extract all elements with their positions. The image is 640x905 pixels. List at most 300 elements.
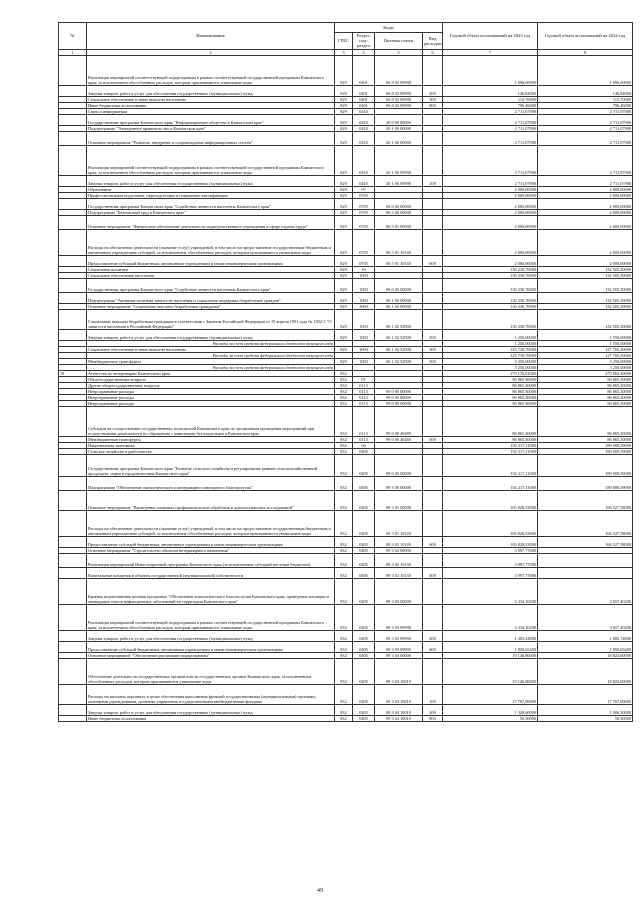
row-amount-2023: 86 865,30000	[443, 376, 538, 382]
row-number	[59, 641, 87, 652]
row-grbs: 832	[335, 630, 353, 641]
row-amount-2023: 1 483,44800	[443, 630, 538, 641]
row-amount-2023: 86 865,30000	[443, 382, 538, 388]
row-amount-2024: 2 711,07900	[538, 131, 633, 145]
row-grbs: 832	[335, 578, 353, 604]
row-amount-2024: 2 711,07900	[538, 108, 633, 114]
row-name: Подпрограмма "Обеспечение эпизоотического и ветеринарно-санитарного благополучия"	[87, 476, 335, 490]
row-target-article: 06 1 02 52900	[375, 309, 423, 329]
row-section: 0405	[353, 630, 375, 641]
row-amount-2023: 125 730,70000	[443, 352, 538, 358]
row-section: 0705	[353, 229, 375, 255]
row-grbs: 832	[335, 442, 353, 448]
row-amount-2024: 166 527,58000	[538, 510, 633, 536]
row-grbs: 832	[335, 715, 353, 721]
row-amount-2023: 3 334,10200	[443, 578, 538, 604]
table-body	[59, 55, 633, 721]
row-expense-type: 100	[423, 684, 443, 704]
row-section: 0705	[353, 198, 375, 209]
table-row	[59, 641, 633, 652]
row-expense-type: 600	[423, 255, 443, 266]
row-name: Подпрограмма "Активная политика занятости населения и социальная поддержка безработных граждан"	[87, 292, 335, 303]
row-target-article: 06 8 02 09990	[375, 85, 423, 96]
row-amount-2023: 2 000,00000	[443, 229, 538, 255]
row-amount-2023: 2 711,07900	[443, 175, 538, 186]
row-amount-2024: 1 550,00000	[538, 329, 633, 340]
row-section: 0705	[353, 192, 375, 198]
row-number	[59, 630, 87, 641]
row-expense-type	[423, 604, 443, 630]
row-section: 0405	[353, 448, 375, 454]
row-number	[59, 536, 87, 547]
row-number	[59, 329, 87, 340]
row-number	[59, 454, 87, 476]
row-grbs: 832	[335, 652, 353, 658]
row-name: Закупка товаров, работ и услуг для обеспечения государственных (муниципальных) нужд	[87, 704, 335, 715]
row-amount-2024: 3 250,00000	[538, 358, 633, 364]
row-amount-2023: 3 997,77000	[443, 553, 538, 567]
table-row	[59, 684, 633, 704]
row-expense-type	[423, 309, 443, 329]
header-grbs: ГРБС	[335, 33, 353, 50]
table-row	[59, 658, 633, 684]
row-number	[59, 510, 87, 536]
row-target-article: 20 1 06 00000	[375, 131, 423, 145]
row-expense-type: 200	[423, 329, 443, 340]
row-name: Субсидии на осуществление государственных полномочий Камчатского края по организации проведения мероприятий при осуществлении деятельности по обращению с животными без владельцев в Камчатском крае	[87, 406, 335, 436]
row-target-article: 09 3 04 10010	[375, 684, 423, 704]
row-amount-2023: 3 997,77000	[443, 567, 538, 578]
table-row	[59, 476, 633, 490]
row-target-article: 06 8 02 09990	[375, 55, 423, 85]
row-target-article: 20 1 06 09990	[375, 145, 423, 175]
row-amount-2024: 86 865,30000	[538, 394, 633, 400]
table-row	[59, 292, 633, 303]
row-amount-2023: 2 711,07900	[443, 108, 538, 114]
row-amount-2023: 1 096,00000	[443, 55, 538, 85]
table-row	[59, 309, 633, 329]
row-grbs: 829	[335, 266, 353, 272]
table-row	[59, 604, 633, 630]
header-row-1	[59, 23, 633, 33]
row-expense-type: 300	[423, 96, 443, 102]
row-number	[59, 715, 87, 721]
table-row	[59, 145, 633, 175]
row-section: 0113	[353, 394, 375, 400]
row-number	[59, 490, 87, 510]
row-grbs: 829	[335, 346, 353, 352]
row-section: 0405	[353, 704, 375, 715]
row-amount-2023: 3 334,10200	[443, 604, 538, 630]
row-target-article: 06 8 02 09990	[375, 96, 423, 102]
row-amount-2023: 146,84000	[443, 85, 538, 96]
row-expense-type	[423, 215, 443, 229]
row-section: 0705	[353, 255, 375, 266]
row-amount-2024: 112,70000	[538, 96, 633, 102]
row-expense-type	[423, 406, 443, 436]
header-section: Раздел, под-раздел	[353, 33, 375, 50]
row-amount-2024: 132 505,30000	[538, 266, 633, 272]
row-target-article: 06 5 01 00000	[375, 215, 423, 229]
row-target-article: 09 3 03 00000	[375, 578, 423, 604]
table-row	[59, 715, 633, 721]
table-row	[59, 553, 633, 567]
row-amount-2024: 86 865,30000	[538, 376, 633, 382]
page-number: 49	[317, 888, 323, 894]
row-number	[59, 406, 87, 436]
row-target-article: 09 3 03 09990	[375, 630, 423, 641]
row-target-article: 09 3 02 10130	[375, 553, 423, 567]
row-number	[59, 215, 87, 229]
row-amount-2024: 86 865,30000	[538, 382, 633, 388]
table-row	[59, 215, 633, 229]
row-amount-2023: 1 850,65400	[443, 641, 538, 652]
row-amount-2023: 50,30000	[443, 715, 538, 721]
row-section: 0113	[353, 400, 375, 406]
row-amount-2024: 2 000,00000	[538, 229, 633, 255]
row-target-article: 99 0 00 00000	[375, 388, 423, 394]
row-grbs: 832	[335, 684, 353, 704]
row-number	[59, 604, 87, 630]
row-section: 0113	[353, 436, 375, 442]
row-section: 0401	[353, 102, 375, 108]
row-section: 0410	[353, 125, 375, 131]
row-amount-2023: 17 767,00000	[443, 684, 538, 704]
row-number	[59, 476, 87, 490]
row-grbs: 829	[335, 145, 353, 175]
row-amount-2023: 2 000,00000	[443, 255, 538, 266]
row-amount-2024: 3 657,40200	[538, 578, 633, 604]
row-name: Социальное обеспечение и иные выплаты населению	[87, 346, 335, 352]
row-name: Социальное обеспечение и иные выплаты населению	[87, 96, 335, 102]
row-section: 1003	[353, 292, 375, 303]
row-amount-2024	[538, 553, 633, 567]
row-amount-2024: 796,46000	[538, 102, 633, 108]
row-section: 0113	[353, 382, 375, 388]
row-name: Государственная программа Камчатского края "Информационное общество в Камчатском крае"	[87, 114, 335, 125]
row-expense-type	[423, 476, 443, 490]
row-grbs: 832	[335, 658, 353, 684]
row-amount-2024: 166 527,58000	[538, 490, 633, 510]
row-expense-type: 300	[423, 346, 443, 352]
table-row	[59, 704, 633, 715]
row-name: Основное мероприятие "Финансовое обеспечение деятельности подведомственного учреждения в сфере охраны труда"	[87, 215, 335, 229]
row-number	[59, 114, 87, 125]
row-section: 0405	[353, 578, 375, 604]
header-index-cell: 6	[423, 49, 443, 55]
row-section: 0405	[353, 641, 375, 652]
row-grbs: 832	[335, 490, 353, 510]
row-target-article: 06 1 02 00000	[375, 303, 423, 309]
row-name: Закупка товаров, работ и услуг для обеспечения государственных (муниципальных) нужд	[87, 85, 335, 96]
table-row	[59, 175, 633, 186]
table-row	[59, 55, 633, 85]
row-number	[59, 578, 87, 604]
row-amount-2023: 192 217,11000	[443, 448, 538, 454]
row-expense-type	[423, 198, 443, 209]
row-target-article: 09 3 01 10140	[375, 536, 423, 547]
row-target-article: 20 1 06 09990	[375, 175, 423, 186]
row-name: Связь и информатика	[87, 108, 335, 114]
row-amount-2024: 2 000,00000	[538, 192, 633, 198]
row-name: Основное мероприятие "Социальные выплаты безработным гражданам"	[87, 303, 335, 309]
row-grbs: 829	[335, 96, 353, 102]
row-amount-2023: 2 000,00000	[443, 209, 538, 215]
row-name: Социальная политика	[87, 266, 335, 272]
row-name: Расходы за счет средств федерального бюджета текущего года	[87, 340, 335, 346]
row-grbs: 829	[335, 292, 353, 303]
row-name: Образование	[87, 186, 335, 192]
row-expense-type: 600	[423, 641, 443, 652]
row-amount-2023: 19 146,90000	[443, 652, 538, 658]
row-target-article: 99 0 00 00000	[375, 400, 423, 406]
table-row	[59, 567, 633, 578]
row-amount-2023: 796,46000	[443, 102, 538, 108]
header-year-2023: Годовой объем ассигнований на 2023 год	[443, 23, 538, 50]
row-number	[59, 309, 87, 329]
row-amount-2023: 2 711,07900	[443, 131, 538, 145]
header-target: Целевая статья	[375, 33, 423, 50]
row-amount-2024: 50,30000	[538, 715, 633, 721]
row-expense-type	[423, 292, 443, 303]
row-section: 0705	[353, 215, 375, 229]
row-name: Иные бюджетные ассигнования	[87, 715, 335, 721]
row-grbs: 829	[335, 85, 353, 96]
header-codes: Коды	[335, 23, 443, 33]
row-amount-2024: 2 000,00000	[538, 215, 633, 229]
row-grbs: 829	[335, 125, 353, 131]
row-amount-2023: 1 250,00000	[443, 329, 538, 340]
row-name: Закупка товаров, работ и услуг для обеспечения государственных (муниципальных) нужд	[87, 630, 335, 641]
row-target-article: 09 3 01 10140	[375, 510, 423, 536]
row-grbs: 832	[335, 704, 353, 715]
row-amount-2023: 3 250,00000	[443, 364, 538, 370]
row-target-article: 06 5 01 10140	[375, 229, 423, 255]
row-name: Расходы за счет средств федерального бюджета текущего года	[87, 352, 335, 358]
table-row	[59, 406, 633, 436]
row-expense-type	[423, 658, 443, 684]
row-grbs: 829	[335, 55, 353, 85]
row-name: Иные бюджетные ассигнования	[87, 102, 335, 108]
row-grbs: 829	[335, 186, 353, 192]
row-amount-2024: 18 823,60000	[538, 652, 633, 658]
row-amount-2024: 132 505,30000	[538, 303, 633, 309]
row-amount-2024	[538, 567, 633, 578]
row-amount-2024: 2 711,07900	[538, 125, 633, 131]
row-target-article: 09 0 00 00000	[375, 454, 423, 476]
row-name: Национальная экономика	[87, 442, 335, 448]
table-row	[59, 329, 633, 340]
budget-table-container	[58, 22, 632, 722]
table-row	[59, 490, 633, 510]
row-expense-type	[423, 145, 443, 175]
row-amount-2024: 189 008,59000	[538, 476, 633, 490]
row-amount-2024: 1 006,30000	[538, 704, 633, 715]
row-name: Подпрограмма "Безопасный труд в Камчатском крае"	[87, 209, 335, 215]
row-amount-2023: 130 230,70000	[443, 292, 538, 303]
row-target-article: 09 3 02 00000	[375, 547, 423, 553]
row-number	[59, 292, 87, 303]
row-amount-2024: 1 550,00000	[538, 340, 633, 346]
row-target-article: 09 3 03 09990	[375, 641, 423, 652]
row-number	[59, 704, 87, 715]
row-amount-2024: 132 505,30000	[538, 272, 633, 278]
row-name: Профессиональная подготовка, переподготовка и повышение квалификации	[87, 192, 335, 198]
row-amount-2024: 132 505,30000	[538, 292, 633, 303]
row-expense-type: 600	[423, 536, 443, 547]
row-grbs: 829	[335, 278, 353, 292]
row-target-article: 09 3 03 09990	[375, 604, 423, 630]
row-amount-2024: 189 008,59000	[538, 442, 633, 448]
row-amount-2023: 86 865,30000	[443, 436, 538, 442]
row-amount-2023: 3 250,00000	[443, 358, 538, 364]
table-row	[59, 255, 633, 266]
row-section: 0405	[353, 490, 375, 510]
row-amount-2024: 189 008,59000	[538, 454, 633, 476]
row-target-article: 06 5 00 00000	[375, 209, 423, 215]
table-row	[59, 510, 633, 536]
table-row	[59, 229, 633, 255]
row-amount-2024: 2 711,07900	[538, 114, 633, 125]
table-row	[59, 578, 633, 604]
row-section: 0410	[353, 145, 375, 175]
row-grbs: 829	[335, 272, 353, 278]
row-amount-2023: 2 711,07900	[443, 114, 538, 125]
row-expense-type	[423, 278, 443, 292]
row-expense-type	[423, 229, 443, 255]
row-amount-2024: 2 711,07900	[538, 145, 633, 175]
row-grbs: 832	[335, 454, 353, 476]
row-amount-2024: 86 865,30000	[538, 436, 633, 442]
row-expense-type	[423, 454, 443, 476]
row-expense-type: 500	[423, 358, 443, 364]
row-name: Обеспечение деятельности государственных органов власти государственных органов Камчатского края, за исключением обособленных расходов, которым присваиваются уникальные коды	[87, 658, 335, 684]
row-target-article: 06 1 02 52900	[375, 358, 423, 364]
row-expense-type: 200	[423, 630, 443, 641]
row-expense-type	[423, 553, 443, 567]
row-expense-type	[423, 510, 443, 536]
row-grbs: 832	[335, 376, 353, 382]
row-target-article: 09 3 02 10130	[375, 567, 423, 578]
row-target-article: 09 3 00 00000	[375, 476, 423, 490]
row-number	[59, 658, 87, 684]
row-section: 0410	[353, 114, 375, 125]
row-name: Подпрограмма "Электронное правительство в Камчатском крае"	[87, 125, 335, 131]
row-section: 07	[353, 186, 375, 192]
row-section: 0405	[353, 684, 375, 704]
row-name: Межбюджетные трансферты	[87, 358, 335, 364]
row-amount-2023: 2 000,00000	[443, 186, 538, 192]
row-number	[59, 553, 87, 567]
row-section: 1003	[353, 346, 375, 352]
row-name: Расходы на обеспечение деятельности (оказание услуг) учреждений, в том числе на предоставление государственным бюджетным и автономным учреждениям субсидий, за исключением обособленных расходов, которым присваиваются уникальные коды	[87, 229, 335, 255]
row-grbs: 832	[335, 388, 353, 394]
row-name: Реализация мероприятий соответствующей подпрограммы в рамках соответствующей государственной программы Камчатского края, за исключением обособленных расходов, которым присваиваются уникальные коды	[87, 55, 335, 85]
header-index-cell: 1	[59, 49, 87, 55]
row-name: Закупка товаров, работ и услуг для обеспечения государственных (муниципальных) нужд	[87, 329, 335, 340]
row-amount-2023: 2 711,07900	[443, 125, 538, 131]
row-grbs: 829	[335, 309, 353, 329]
row-name: Расходы на выплаты персоналу в целях обеспечения выполнения функций государственными (муниципальными) органами, казенными учреждениями, органами управления государственными внебюджетными фондами	[87, 684, 335, 704]
row-amount-2023: 125 730,70000	[443, 346, 538, 352]
row-grbs: 832	[335, 406, 353, 436]
row-name: Сельское хозяйство и рыболовство	[87, 448, 335, 454]
row-grbs: 829	[335, 215, 353, 229]
row-amount-2024: 127 705,30000	[538, 352, 633, 358]
row-number	[59, 131, 87, 145]
row-grbs: 829	[335, 255, 353, 266]
row-grbs: 832	[335, 567, 353, 578]
row-name: Реализация мероприятий соответствующей подпрограммы в рамках соответствующей государственной программы Камчатского края, за исключением обособленных расходов, которым присваиваются уникальные коды	[87, 145, 335, 175]
row-target-article: 09 3 04 10010	[375, 658, 423, 684]
row-target-article: 06 1 02 52900	[375, 329, 423, 340]
row-target-article: 09 3 04 10010	[375, 704, 423, 715]
row-amount-2024: 275 962,30000	[538, 370, 633, 376]
row-name: Непрограммные расходы	[87, 400, 335, 406]
row-target-article: 09 3 01 00000	[375, 490, 423, 510]
row-amount-2023: 130 230,70000	[443, 272, 538, 278]
row-section: 1003	[353, 329, 375, 340]
row-amount-2024: 1 850,65400	[538, 641, 633, 652]
row-amount-2024: 146,84000	[538, 85, 633, 96]
row-expense-type	[423, 114, 443, 125]
row-amount-2023: 130 230,70000	[443, 266, 538, 272]
row-target-article: 09 3 04 00000	[375, 652, 423, 658]
row-expense-type	[423, 578, 443, 604]
row-number	[59, 145, 87, 175]
row-number	[59, 198, 87, 209]
row-name: Государственная программа Камчатского края "Содействие занятости населения Камчатского края"	[87, 198, 335, 209]
row-grbs: 829	[335, 198, 353, 209]
row-amount-2023: 1 329,60000	[443, 704, 538, 715]
row-target-article: 20 1 00 00000	[375, 125, 423, 131]
row-grbs: 832	[335, 382, 353, 388]
header-index-cell: 8	[538, 49, 633, 55]
row-amount-2023: 165 828,33000	[443, 510, 538, 536]
row-grbs: 829	[335, 192, 353, 198]
row-amount-2023: 19 146,90000	[443, 658, 538, 684]
row-amount-2023: 2 711,07900	[443, 145, 538, 175]
row-section: 0405	[353, 658, 375, 684]
row-grbs: 829	[335, 303, 353, 309]
row-amount-2024: 86 865,30000	[538, 400, 633, 406]
row-section: 0113	[353, 406, 375, 436]
row-section: 0401	[353, 55, 375, 85]
row-grbs: 832	[335, 510, 353, 536]
row-grbs: 829	[335, 131, 353, 145]
row-name: Общегосударственные вопросы	[87, 376, 335, 382]
row-amount-2023: 2 000,00000	[443, 215, 538, 229]
row-amount-2023: 86 865,30000	[443, 394, 538, 400]
row-section: 0113	[353, 388, 375, 394]
row-target-article: 06 1 00 00000	[375, 292, 423, 303]
row-amount-2023: 2 000,00000	[443, 198, 538, 209]
row-target-article: 09 3 04 10010	[375, 715, 423, 721]
header-year-2024: Годовой объем ассигнований на 2024 год	[538, 23, 633, 50]
row-section: 10	[353, 266, 375, 272]
row-name: Межбюджетные трансферты	[87, 436, 335, 442]
row-amount-2023: 1 250,00000	[443, 340, 538, 346]
row-section: 0405	[353, 604, 375, 630]
row-name: Предоставление субсидий бюджетным, автономным учреждениям и иным некоммерческим организациям	[87, 536, 335, 547]
row-amount-2024: 2 000,00000	[538, 186, 633, 192]
row-section: 1003	[353, 309, 375, 329]
row-amount-2023: 279 170,01000	[443, 370, 538, 376]
table-row	[59, 278, 633, 292]
row-amount-2023: 192 217,11000	[443, 454, 538, 476]
row-grbs: 829	[335, 329, 353, 340]
row-amount-2024: 1 806,74800	[538, 630, 633, 641]
